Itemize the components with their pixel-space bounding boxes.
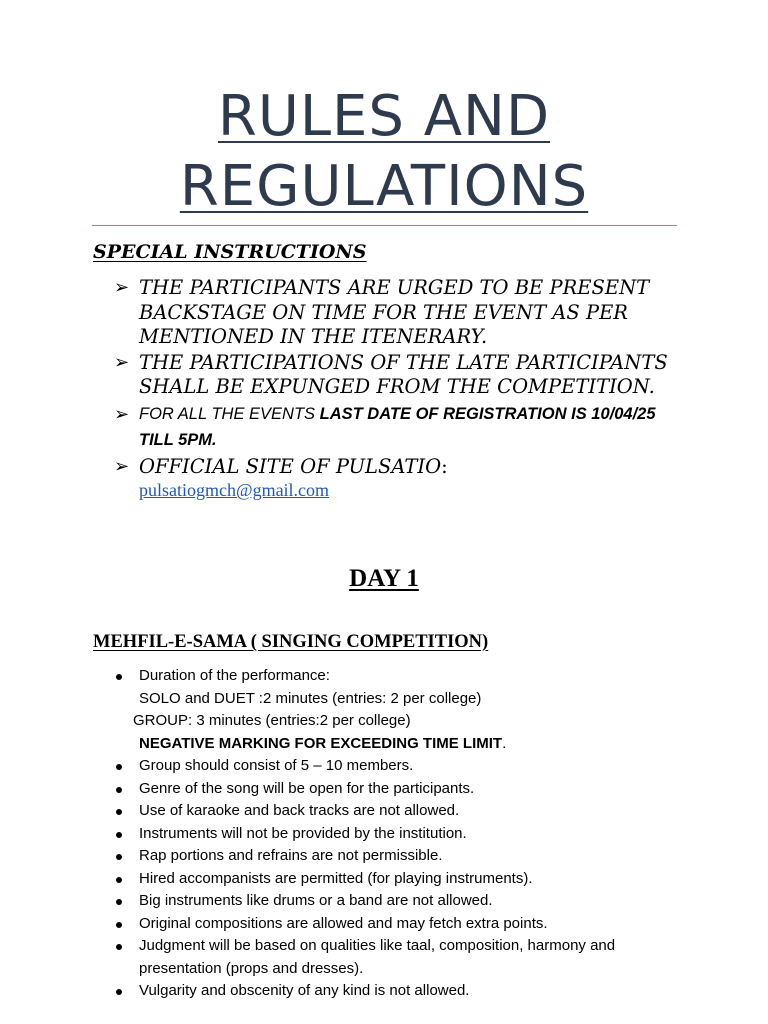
list-item xyxy=(114,980,674,1003)
bullet-icon xyxy=(116,764,122,770)
bullet-icon xyxy=(116,809,122,815)
bullet-icon xyxy=(116,787,122,793)
title-line-2: REGULATIONS xyxy=(179,154,589,219)
rule-text: Rap portions and refrains are not permissible. xyxy=(139,847,443,864)
registration-prefix: FOR ALL THE EVENTS xyxy=(139,404,320,423)
bullet-icon xyxy=(116,877,122,883)
rule-text: Vulgarity and obscenity of any kind is not allowed. xyxy=(139,982,470,999)
bullet-icon xyxy=(116,832,122,838)
rule-text: Hired accompanists are permitted (for playing instruments). xyxy=(139,869,533,887)
registration-deadline: LAST DATE OF REGISTRATION IS 10/04/25 TILL 5PM. xyxy=(139,404,656,449)
rule-text: Big instruments like drums or a band are not allowed. xyxy=(139,892,493,909)
bullet-icon xyxy=(116,854,122,860)
bullet-icon xyxy=(116,989,122,995)
instruction-text: THE PARTICIPANTS ARE URGED TO BE PRESENT BACKSTAGE ON TIME FOR THE EVENT AS PER MENTIONED IN THE ITENERARY. xyxy=(139,276,650,348)
instruction-item xyxy=(114,351,674,400)
event-heading: MEHFIL-E-SAMA ( SINGING COMPETITION) xyxy=(93,632,489,652)
list-item xyxy=(114,868,674,891)
list-item xyxy=(114,755,674,778)
event-rules-list xyxy=(114,665,674,1003)
duration-group: GROUP: 3 minutes (entries:2 per college) xyxy=(133,712,411,729)
instruction-text: THE PARTICIPATIONS OF THE LATE PARTICIPANTS SHALL BE EXPUNGED FROM THE COMPETITION. xyxy=(139,350,668,398)
special-instructions-list xyxy=(114,276,674,501)
official-site-item xyxy=(114,455,674,502)
negative-marking-period: . xyxy=(502,734,507,752)
bullet-icon xyxy=(116,944,122,950)
rule-text: Original compositions are allowed and may fetch extra points. xyxy=(139,914,548,932)
bullet-icon xyxy=(116,899,122,905)
list-item xyxy=(114,665,674,688)
duration-solo-duet: SOLO and DUET :2 minutes (entries: 2 per college) xyxy=(139,689,482,707)
rule-text: Judgment will be based on qualities like taal, composition, harmony and presentation (props and dresses). xyxy=(139,937,616,977)
arrow-bullet-icon: ➢ xyxy=(114,351,130,373)
arrow-bullet-icon: ➢ xyxy=(114,277,130,298)
title-line-1: RULES AND xyxy=(217,84,551,149)
arrow-bullet-icon: ➢ xyxy=(114,455,130,477)
official-site-colon: : xyxy=(441,454,448,478)
title-divider xyxy=(92,225,677,226)
list-item xyxy=(114,778,674,801)
special-instructions-heading: SPECIAL INSTRUCTIONS xyxy=(93,241,367,263)
day-heading: DAY 1 xyxy=(349,565,419,592)
list-item xyxy=(114,823,674,846)
duration-label: Duration of the performance: xyxy=(139,667,330,684)
rule-text: Use of karaoke and back tracks are not allowed. xyxy=(139,802,460,819)
negative-marking-text: NEGATIVE MARKING FOR EXCEEDING TIME LIMIT xyxy=(139,734,503,752)
rule-text: Instruments will not be provided by the institution. xyxy=(139,824,467,842)
list-item xyxy=(114,845,674,868)
bullet-icon xyxy=(116,922,122,928)
list-item xyxy=(114,800,674,823)
rule-text: Genre of the song will be open for the participants. xyxy=(139,779,475,797)
list-item xyxy=(114,913,674,936)
official-site-label: OFFICIAL SITE OF PULSATIO xyxy=(139,454,442,478)
bullet-icon xyxy=(116,674,122,680)
negative-marking-note xyxy=(114,733,674,756)
list-item xyxy=(114,935,674,980)
arrow-bullet-icon: ➢ xyxy=(114,403,130,425)
official-site-email-link[interactable]: pulsatiogmch@gmail.com xyxy=(139,480,330,500)
rule-text: Group should consist of 5 – 10 members. xyxy=(139,757,414,774)
registration-deadline-item xyxy=(114,401,674,453)
list-item xyxy=(114,890,674,913)
page-title xyxy=(92,82,676,222)
instruction-item xyxy=(114,276,674,350)
